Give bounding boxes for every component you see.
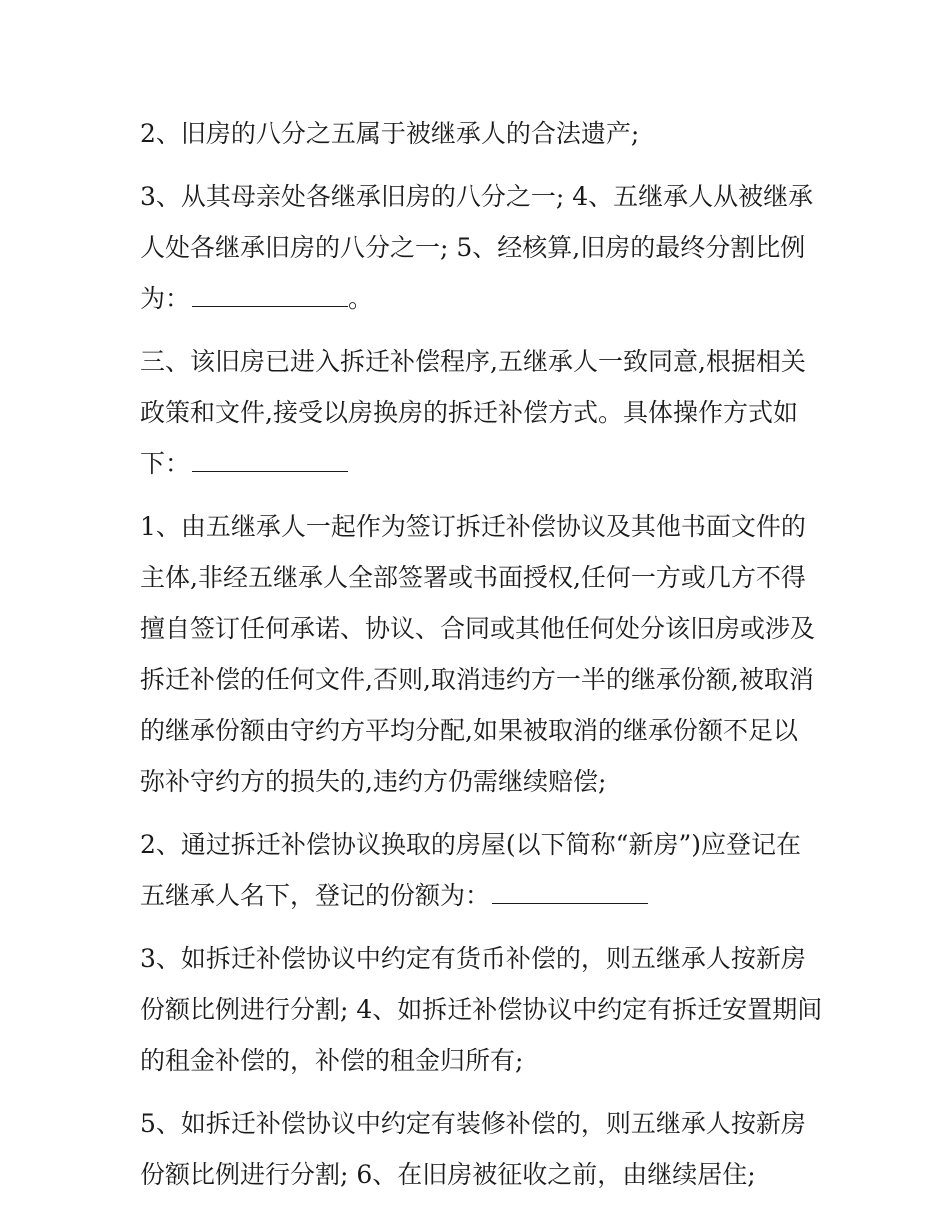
- paragraph-7: [140, 1098, 820, 1200]
- paragraph-line: 拆迁补偿的任何文件,否则,取消违约方一半的继承份额,被取消: [140, 665, 814, 694]
- paragraph-line: 2、通过拆迁补偿协议换取的房屋(以下简称“新房”)应登记在: [140, 830, 801, 859]
- paragraph-line-with-blank: [140, 273, 820, 324]
- paragraph-line: 的租金补偿的，补偿的租金归所有;: [140, 1046, 524, 1075]
- paragraph-3: [140, 336, 820, 489]
- paragraph-line: 2、旧房的八分之五属于被继承人的合法遗产;: [140, 119, 640, 148]
- paragraph-6: [140, 933, 823, 1086]
- paragraph-line-with-blank: [140, 870, 820, 921]
- paragraph-line: 擅自签订任何承诺、协议、合同或其他任何处分该旧房或涉及: [140, 614, 816, 643]
- paragraph-line: 1、由五继承人一起作为签订拆迁补偿协议及其他书面文件的: [140, 512, 806, 541]
- trailing-punctuation: 。: [348, 284, 374, 313]
- paragraph-line: 弥补守约方的损失的,违约方仍需继续赔偿;: [140, 767, 607, 796]
- paragraph-line: 份额比例进行分割; 6、在旧房被征收之前，由继续居住;: [140, 1160, 756, 1189]
- paragraph-line: 政策和文件,接受以房换房的拆迁补偿方式。具体操作方式如: [140, 398, 798, 427]
- paragraph-line: 3、如拆迁补偿协议中约定有货币补偿的，则五继承人按新房: [140, 944, 806, 973]
- paragraph-line: 5、如拆迁补偿协议中约定有装修补偿的，则五继承人按新房: [140, 1109, 806, 1138]
- fill-in-blank: [192, 288, 348, 307]
- fill-in-blank: [192, 453, 348, 472]
- fill-in-blank: [492, 885, 648, 904]
- paragraph-line: 份额比例进行分割; 4、如拆迁补偿协议中约定有拆迁安置期间: [140, 995, 823, 1024]
- paragraph-line-with-blank: [140, 438, 820, 489]
- paragraph-line-text: 为：: [140, 284, 191, 313]
- paragraph-1: [140, 108, 820, 159]
- paragraph-line-text: 五继承人名下，登记的份额为：: [140, 881, 491, 910]
- paragraph-2: [140, 171, 820, 324]
- paragraph-line-text: 下：: [140, 449, 191, 478]
- paragraph-4: [140, 501, 820, 807]
- paragraph-line: 三、该旧房已进入拆迁补偿程序,五继承人一致同意,根据相关: [140, 347, 806, 376]
- paragraph-line: 的继承份额由守约方平均分配,如果被取消的继承份额不足以: [140, 716, 798, 745]
- paragraph-line: 主体,非经五继承人全部签署或书面授权,任何一方或几方不得: [140, 563, 806, 592]
- paragraph-line: 3、从其母亲处各继承旧房的八分之一; 4、五继承人从被继承: [140, 182, 814, 211]
- paragraph-5: [140, 819, 820, 921]
- paragraph-line: 人处各继承旧房的八分之一; 5、经核算,旧房的最终分割比例: [140, 233, 806, 262]
- document-body: [140, 108, 823, 1212]
